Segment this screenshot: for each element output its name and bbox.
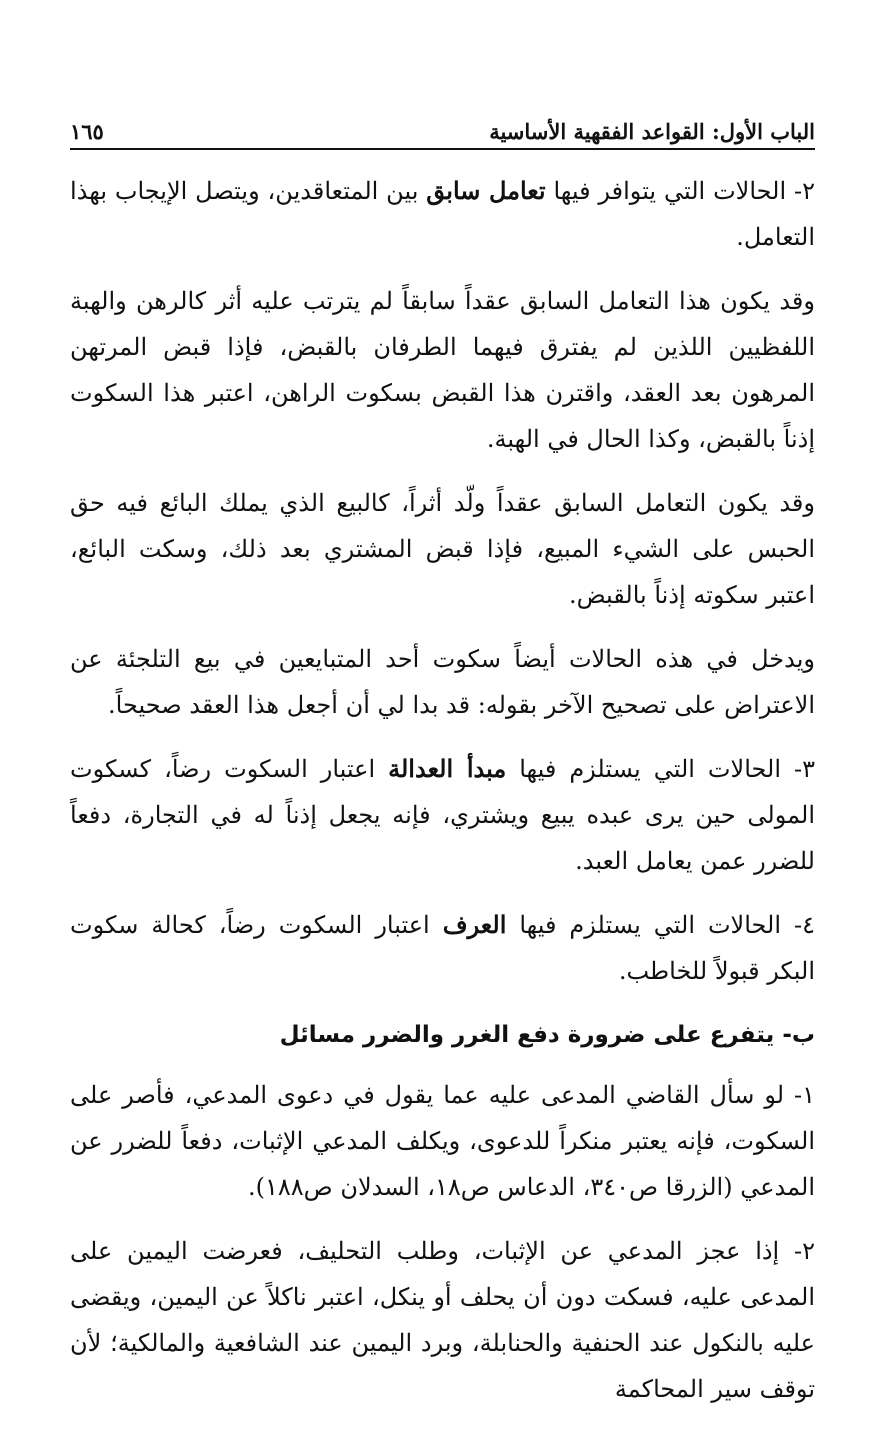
section-heading: ب- يتفرع على ضرورة دفع الغرر والضرر مسائل — [279, 1022, 815, 1048]
chapter-title: الباب الأول: القواعد الفقهية الأساسية — [489, 119, 815, 144]
paragraph-1-judge-question: ١- لو سأل القاضي المدعى عليه عما يقول في دعوى المدعي، فأصر على السكوت، فإنه يعتبر منكراً للدعوى، ويكلف المدعي الإثبات، دفعاً للضرر عن المدعي (الزرقا ص٣٤٠، الدعاس ص١٨، السدلان ص١٨٨). — [70, 1081, 815, 1201]
paragraph-talji-sale: ويدخل في هذه الحالات أيضاً سكوت أحد المتبايعين في بيع التلجئة عن الاعتراض على تصحيح الآخر بقوله: قد بدا لي أن أجعل هذا العقد صحيحاً. — [70, 645, 815, 719]
running-header — [70, 104, 815, 150]
paragraph-2-oath: ٢- إذا عجز المدعي عن الإثبات، وطلب التحليف، فعرضت اليمين على المدعى عليه، فسكت دون أن يحلف أو ينكل، اعتبر ناكلاً عن اليمين، ويقضى عليه بالنكول عند الحنفية والحنابلة، وبرد اليمين عند الشافعية والمالكية؛ لأن توقف سير المحاكمة — [70, 1237, 815, 1403]
emphasis-prior-dealing: تعامل سابق — [426, 176, 546, 205]
paragraph-4-custom: ٤- الحالات التي يستلزم فيها العرف اعتبار السكوت رضاً، كحالة سكوت البكر قبولاً للخاطب. — [70, 910, 816, 985]
paragraph-sale-retention: وقد يكون التعامل السابق عقداً ولّد أثراً، كالبيع الذي يملك البائع فيه حق الحبس على الشيء المبيع، فإذا قبض المشتري بعد ذلك، وسكت البائع، اعتبر سكوته إذناً بالقبض. — [70, 489, 815, 609]
paragraph-2-prior-dealing: ٢- الحالات التي يتوافر فيها تعامل سابق بين المتعاقدين، ويتصل الإيجاب بهذا التعامل. — [70, 176, 816, 251]
page-number: ١٦٥ — [70, 119, 104, 144]
paragraph-pledge-gift: وقد يكون هذا التعامل السابق عقداً سابقاً لم يترتب عليه أثر كالرهن والهبة اللفظيين اللذين لم يفترق فيهما الطرفان بالقبض، فإذا قبض المرتهن المرهون بعد العقد، واقترن هذا القبض بسكوت الراهن، اعتبر هذا السكوت إذناً بالقبض، وكذا الحال في الهبة. — [70, 287, 815, 453]
emphasis-custom: العرف — [442, 910, 507, 939]
paragraph-3-justice: ٣- الحالات التي يستلزم فيها مبدأ العدالة اعتبار السكوت رضاً، كسكوت المولى حين يرى عبده يبيع ويشتري، فإنه يجعل إذناً له في التجارة، دفعاً للضرر عمن يعامل العبد. — [70, 754, 815, 875]
page-body — [70, 168, 815, 1430]
emphasis-justice-principle: مبدأ العدالة — [388, 754, 507, 783]
